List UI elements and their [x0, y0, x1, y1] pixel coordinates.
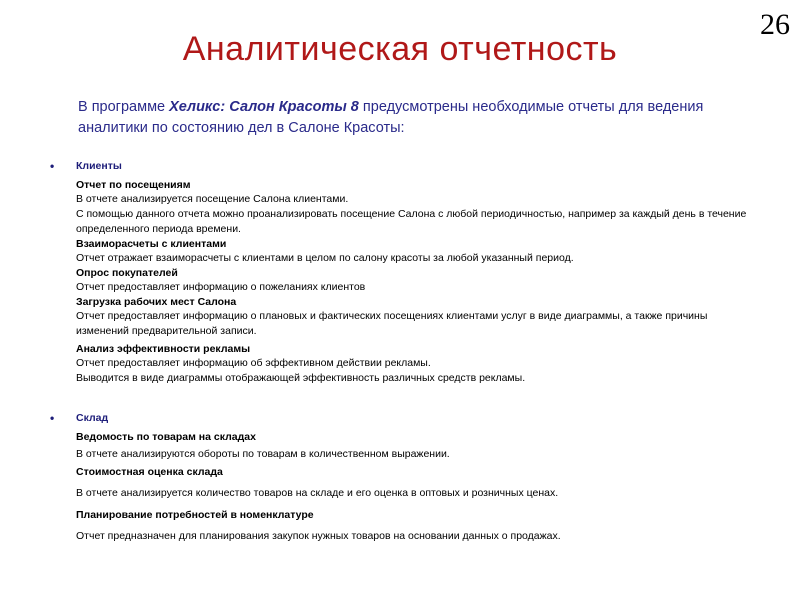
report-item [76, 465, 760, 501]
report-description: Выводится в виде диаграммы отображающей эффективность различных средств рекламы. [76, 372, 526, 384]
intro-text-before: В программе [78, 99, 170, 115]
report-description: Отчет предоставляет информацию о плановых и фактических посещениях клиентами услуг в виде диаграммы, а также причины изменений предварительной записи. [76, 310, 708, 337]
report-list [76, 178, 760, 386]
intro-paragraph [78, 97, 738, 139]
report-title: Ведомость по товарам на складах [76, 431, 256, 443]
section-header-warehouse [50, 409, 760, 427]
report-item [76, 237, 760, 266]
report-title: Загрузка рабочих мест Салона [76, 296, 237, 308]
program-name: Хеликс: Салон Красоты 8 [169, 99, 359, 115]
report-description: Отчет предназначен для планирования закупок нужных товаров на основании данных о продажах. [76, 530, 561, 542]
report-description: Отчет отражает взаиморасчеты с клиентами в целом по салону красоты за любой указанный период. [76, 252, 574, 264]
report-item [76, 508, 760, 544]
section-title: Склад [76, 412, 109, 424]
report-title: Планирование потребностей в номенклатуре [76, 509, 314, 521]
report-list [76, 430, 760, 544]
slide-number: 26 [760, 8, 790, 41]
report-title: Взаиморасчеты с клиентами [76, 238, 227, 250]
intro-text-after: предусмотрены необходимые отчеты для ведения аналитики по состоянию дел в Салоне Красоты: [78, 99, 704, 136]
report-description: Отчет предоставляет информацию об эффективном действии рекламы. [76, 357, 431, 369]
page-title: Аналитическая отчетность [182, 30, 618, 68]
report-description: В отчете анализируются обороты по товарам в количественном выражении. [76, 448, 450, 460]
report-item [76, 295, 760, 339]
section-warehouse [50, 409, 760, 544]
section-title: Клиенты [76, 160, 122, 172]
report-title: Анализ эффективности рекламы [76, 343, 251, 355]
report-item [76, 266, 760, 295]
section-clients [50, 157, 760, 386]
report-description: С помощью данного отчета можно проанализировать посещение Салона с любой периодичностью, например за каждый день в течение определенного периода времени. [76, 208, 747, 235]
bullet-icon: • [50, 159, 55, 173]
report-description: В отчете анализируется количество товаров на складе и его оценка в оптовых и розничных ценах. [76, 487, 559, 499]
report-title: Отчет по посещениям [76, 179, 191, 191]
report-item [76, 178, 760, 237]
report-description: В отчете анализируется посещение Салона клиентами. [76, 193, 349, 205]
section-header-clients [50, 157, 760, 175]
report-title: Опрос покупателей [76, 267, 178, 279]
report-title: Стоимостная оценка склада [76, 466, 223, 478]
report-item [76, 430, 760, 462]
report-description: Отчет предоставляет информацию о пожеланиях клиентов [76, 281, 366, 293]
report-item [76, 342, 760, 386]
bullet-icon: • [50, 411, 55, 425]
